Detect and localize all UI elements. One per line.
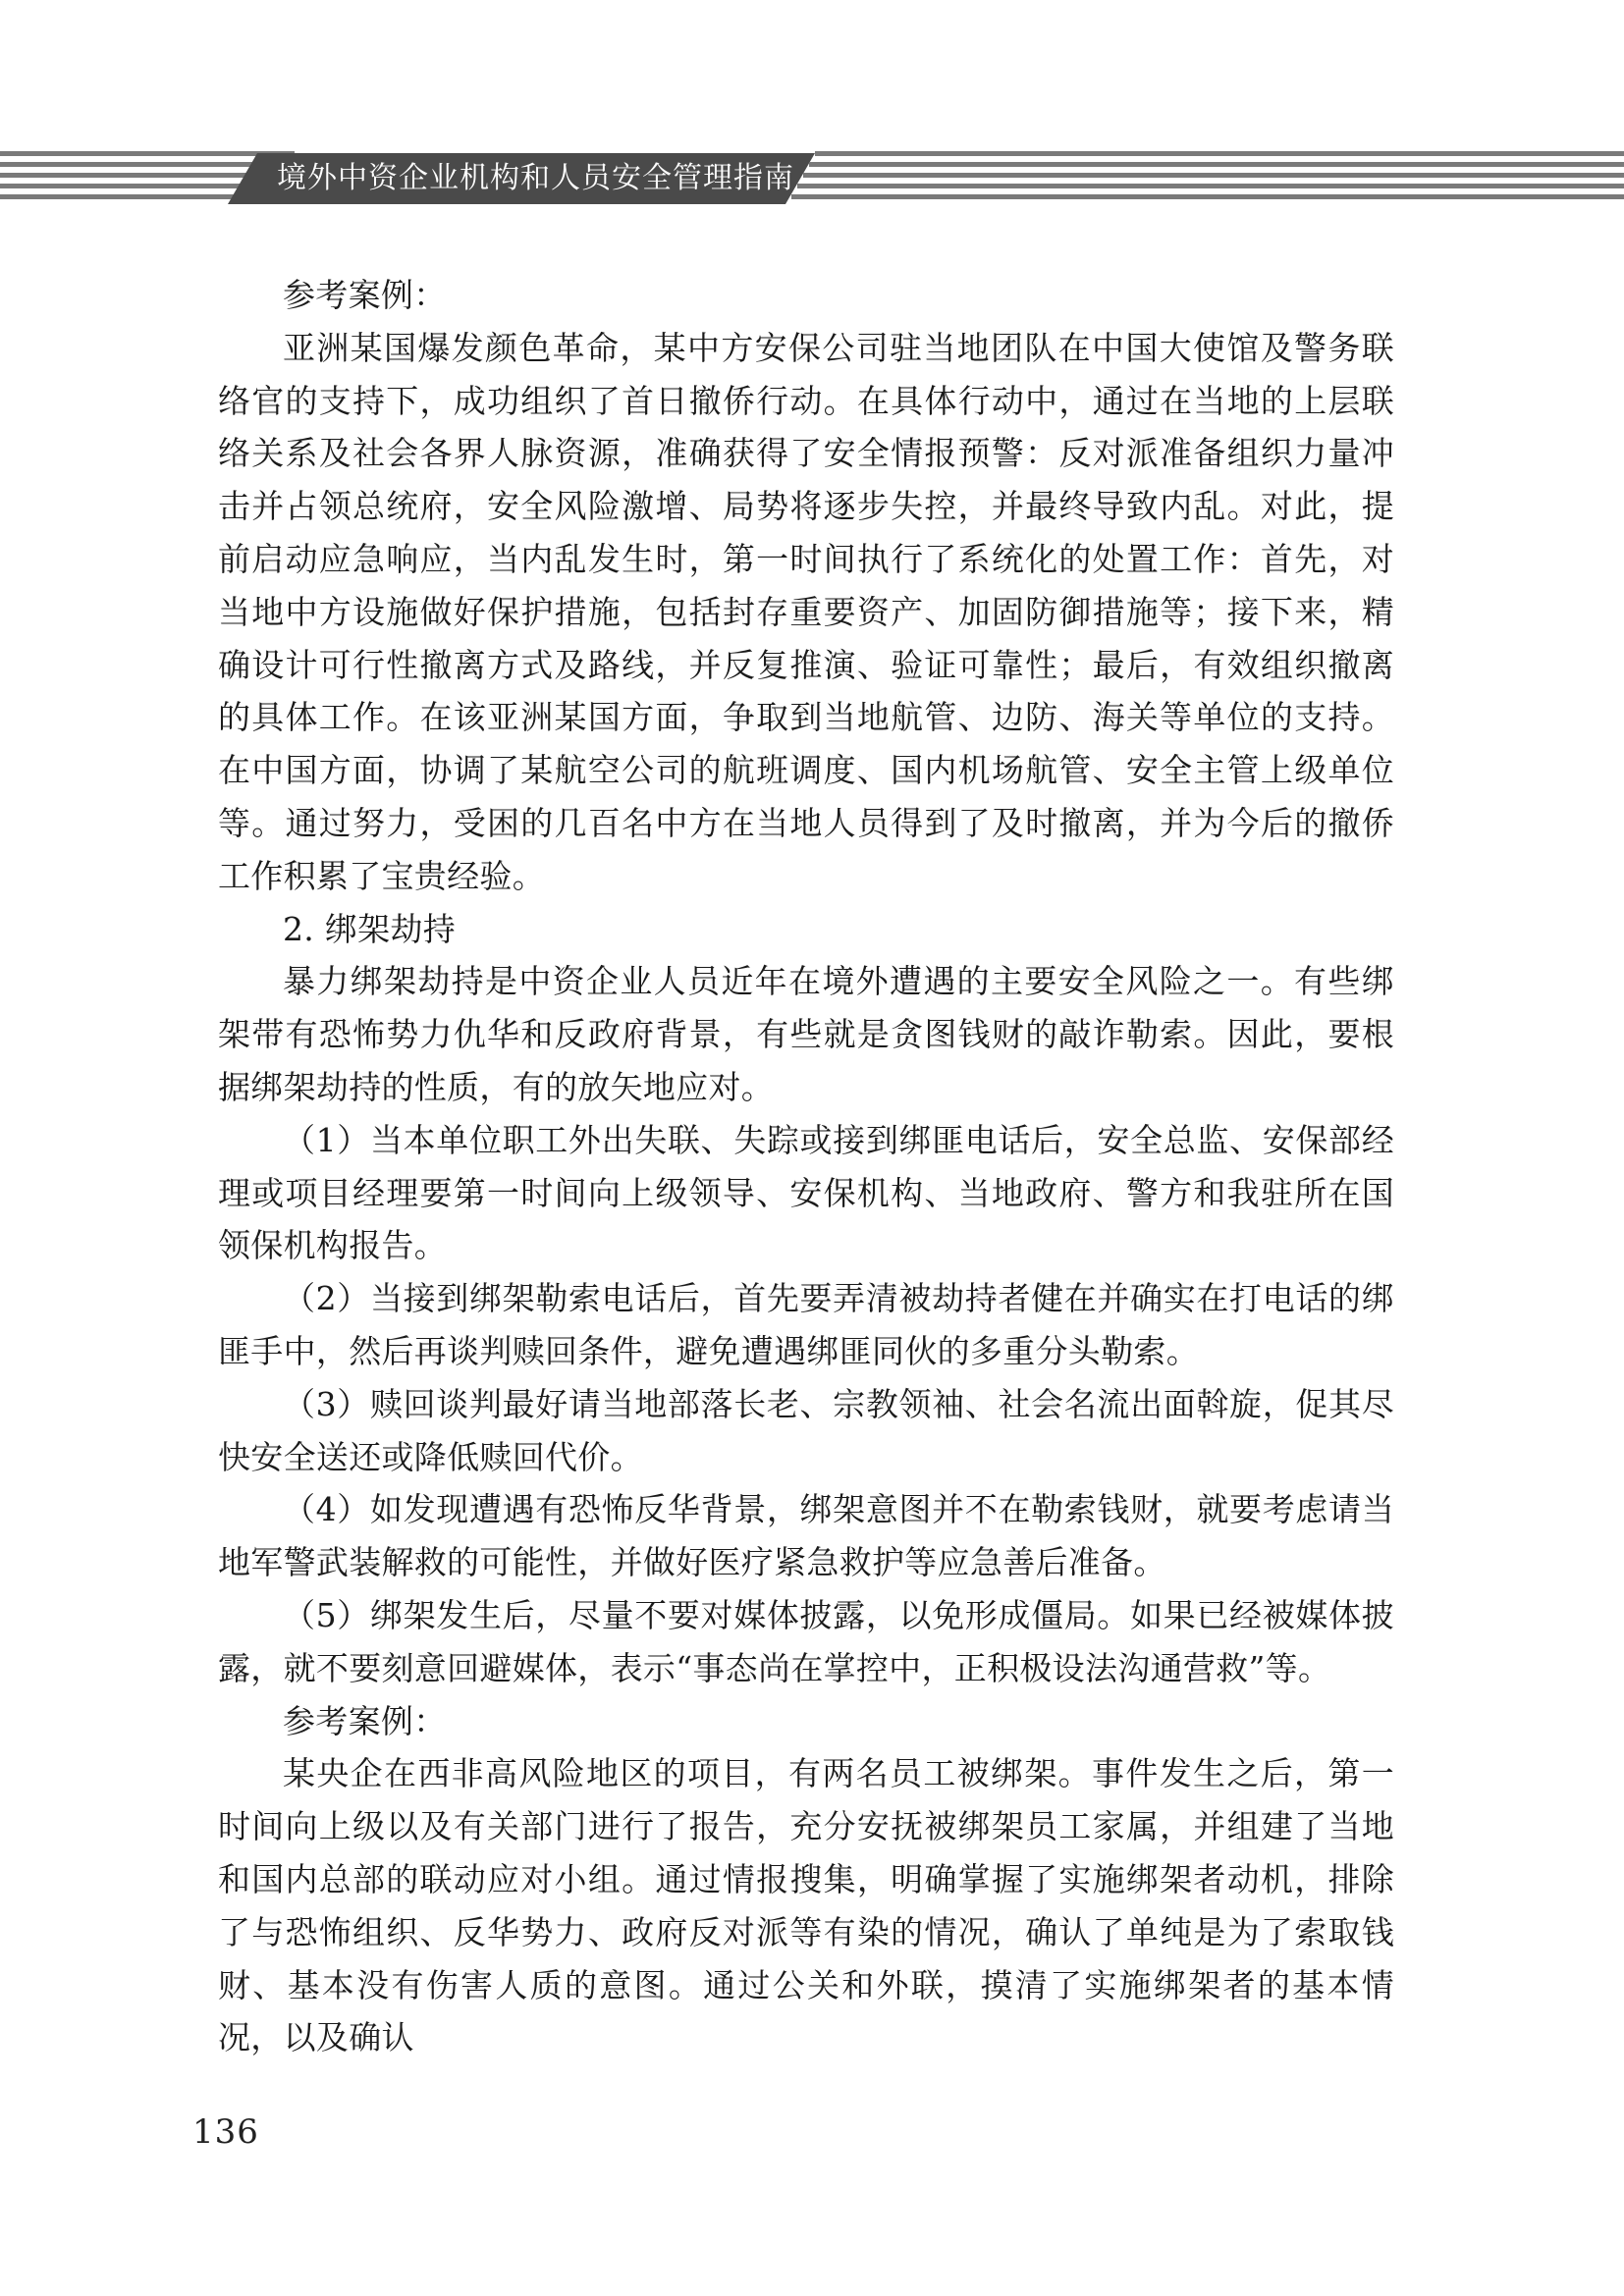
- paragraph: 亚洲某国爆发颜色革命，某中方安保公司驻当地团队在中国大使馆及警务联络官的支持下，成功组织了首日撤侨行动。在具体行动中，通过在当地的上层联络关系及社会各界人脉资源，准确获得了安全情报预警：反对派准备组织力量冲击并占领总统府，安全风险激增、局势将逐步失控，并最终导致内乱。对此，提前启动应急响应，当内乱发生时，第一时间执行了系统化的处置工作：首先，对当地中方设施做好保护措施，包括封存重要资产、加固防御措施等；接下来，精确设计可行性撤离方式及路线，并反复推演、验证可靠性；最后，有效组织撤离的具体工作。在该亚洲某国方面，争取到当地航管、边防、海关等单位的支持。在中国方面，协调了某航空公司的航班调度、国内机场航管、安全主管上级单位等。通过努力，受困的几百名中方在当地人员得到了及时撤离，并为今后的撤侨工作积累了宝贵经验。: [218, 328, 1394, 895]
- running-header-band: [0, 149, 1624, 206]
- case-heading: 参考案例：: [283, 1701, 447, 1740]
- list-item: （3）赎回谈判最好请当地部落长老、宗教领袖、社会名流出面斡旋，促其尽快安全送还或降低赎回代价。: [218, 1384, 1394, 1476]
- body-text: [218, 269, 1394, 2064]
- list-item: （5）绑架发生后，尽量不要对媒体披露，以免形成僵局。如果已经被媒体披露，就不要刻意回避媒体，表示“事态尚在掌控中，正积极设法沟通营救”等。: [218, 1595, 1394, 1687]
- header-stripes-graphic: [0, 149, 1624, 206]
- list-item: （4）如发现遭遇有恐怖反华背景，绑架意图并不在勒索钱财，就要考虑请当地军警武装解救的可能性，并做好医疗紧急救护等应急善后准备。: [218, 1490, 1394, 1582]
- paragraph: 某央企在西非高风险地区的项目，有两名员工被绑架。事件发生之后，第一时间向上级以及有关部门进行了报告，充分安抚被绑架员工家属，并组建了当地和国内总部的联动应对小组。通过情报搜集，明确掌握了实施绑架者动机，排除了与恐怖组织、反华势力、政府反对派等有染的情况，确认了单纯是为了索取钱财、基本没有伤害人质的意图。通过公关和外联，摸清了实施绑架者的基本情况，以及确认: [218, 1754, 1394, 2057]
- page-number: 136: [192, 2112, 259, 2152]
- case-heading: 参考案例：: [283, 276, 447, 314]
- paragraph: 暴力绑架劫持是中资企业人员近年在境外遭遇的主要安全风险之一。有些绑架带有恐怖势力仇华和反政府背景，有些就是贪图钱财的敲诈勒索。因此，要根据绑架劫持的性质，有的放矢地应对。: [218, 962, 1394, 1106]
- list-item: （2）当接到绑架勒索电话后，首先要弄清被劫持者健在并确实在打电话的绑匪手中，然后再谈判赎回条件，避免遭遇绑匪同伙的多重分头勒索。: [218, 1279, 1394, 1370]
- running-header-title: 境外中资企业机构和人员安全管理指南: [277, 161, 794, 195]
- section-heading: 2. 绑架劫持: [283, 909, 457, 948]
- list-item: （1）当本单位职工外出失联、失踪或接到绑匪电话后，安全总监、安保部经理或项目经理要第一时间向上级领导、安保机构、当地政府、警方和我驻所在国领保机构报告。: [218, 1120, 1394, 1265]
